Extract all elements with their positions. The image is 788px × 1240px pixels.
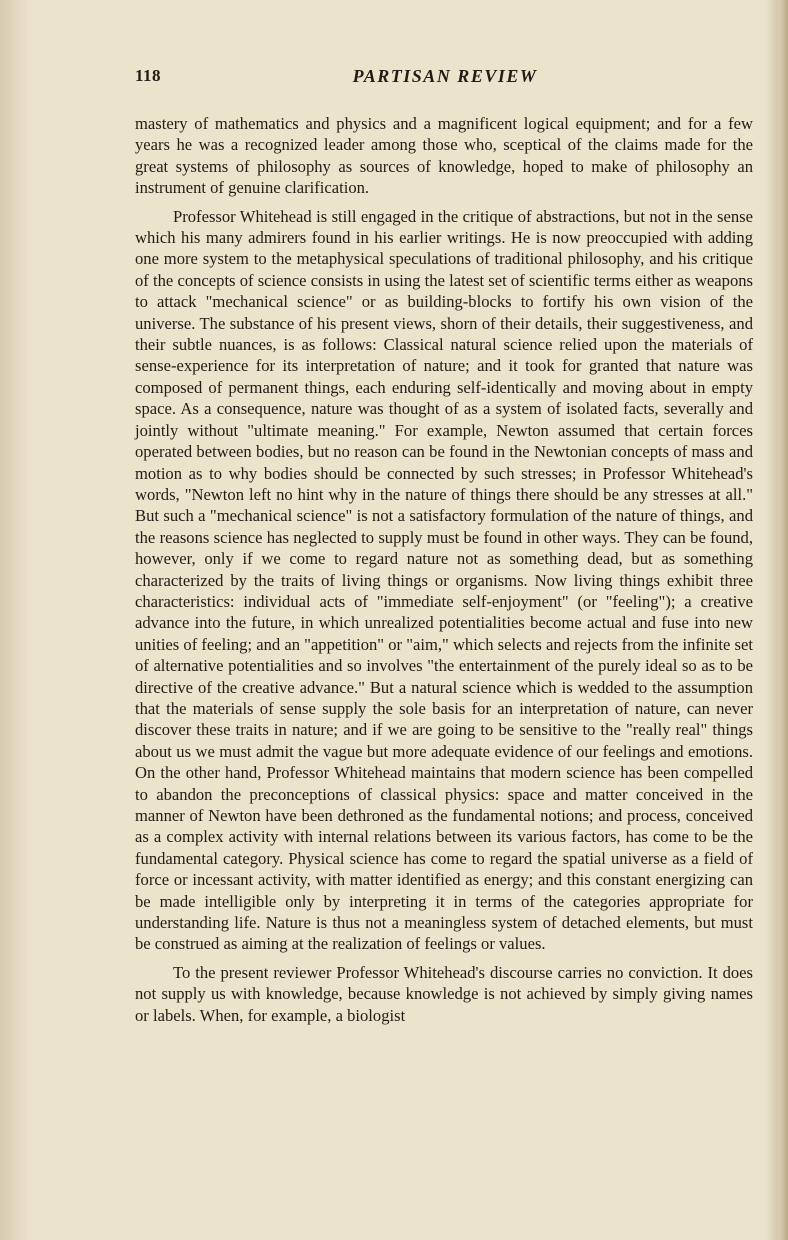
paragraph-continued: mastery of mathematics and physics and a magnificent logical equipment; and for a few years he was a recognized leader among those who, sceptical of the claims made for the great systems of philosophy as sources of knowledge, hoped to make of philosophy an instrument of genuine clarification. bbox=[135, 114, 753, 198]
paragraph: Professor Whitehead is still engaged in the critique of abstractions, but not in the sense which his many admirers found in his earlier writings. He is now preoccupied with adding one more system to the metaphysical speculations of traditional philosophy, and his critique of the concepts of science consists in using the latest set of scientific terms either as weapons to attack "mechanical science" or as building-blocks to fortify his own vision of the universe. The substance of his present views, shorn of their details, their suggestiveness, and their subtle nuances, is as follows: Classical natural science relied upon the materials of sense-experience for its interpretation of nature; and it took for granted that nature was composed of permanent things, each enduring self-identically and moving about in empty space. As a consequence, nature was thought of as a system of isolated facts, severally and jointly without "ultimate meaning." For example, Newton assumed that certain forces operated between bodies, but no reason can be found in the Newtonian concepts of mass and motion as to why bodies should be connected by such stresses; in Professor Whitehead's words, "Newton left no hint why in the nature of things there should be any stresses at all." But such a "mechanical science" is not a satisfactory formulation of the nature of things, and the reasons science has neglected to supply must be found in other ways. They can be found, however, only if we come to regard nature not as something dead, but as something characterized by the traits of living things or organisms. Now living things exhibit three characteristics: individual acts of "immediate self-enjoyment" (or "feeling"); a creative advance into the future, in which unrealized potentialities become actual and fuse into new unities of feeling; and an "appetition" or "aim," which selects and rejects from the infinite set of alternative potentialities and so involves "the entertainment of the purely ideal so as to be directive of the creative advance." But a natural science which is wedded to the assumption that the materials of sense supply the sole basis for an interpretation of nature, can never discover these traits in nature; and if we are going to be sensitive to the "really real" things about us we must admit the vague but more adequate evidence of our feelings and emotions. On the other hand, Professor Whitehead maintains that modern science has been compelled to abandon the preconceptions of classical physics: space and matter conceived in the manner of Newton have been dethroned as the fundamental notions; and process, conceived as a complex activity with internal relations between its various factors, has come to be the fundamental category. Physical science has come to regard the spatial universe as a field of force or incessant activity, with matter identified as energy; and this constant energizing can be made intelligible only by interpreting it in terms of the categories appropriate for understanding life. Nature is thus not a meaningless system of detached elements, but must be construed as aiming at the realization of feelings or values. bbox=[135, 206, 753, 954]
paragraph: To the present reviewer Professor Whitehead's discourse carries no conviction. It does not supply us with knowledge, because knowledge is not achieved by simply giving names or labels. When, for example, a biologist bbox=[135, 962, 753, 1025]
body-text bbox=[135, 113, 753, 1026]
page-edge-shadow bbox=[774, 0, 788, 1240]
page-header bbox=[135, 66, 755, 90]
page-number: 118 bbox=[135, 66, 162, 85]
running-head: PARTISAN REVIEW bbox=[352, 66, 538, 86]
